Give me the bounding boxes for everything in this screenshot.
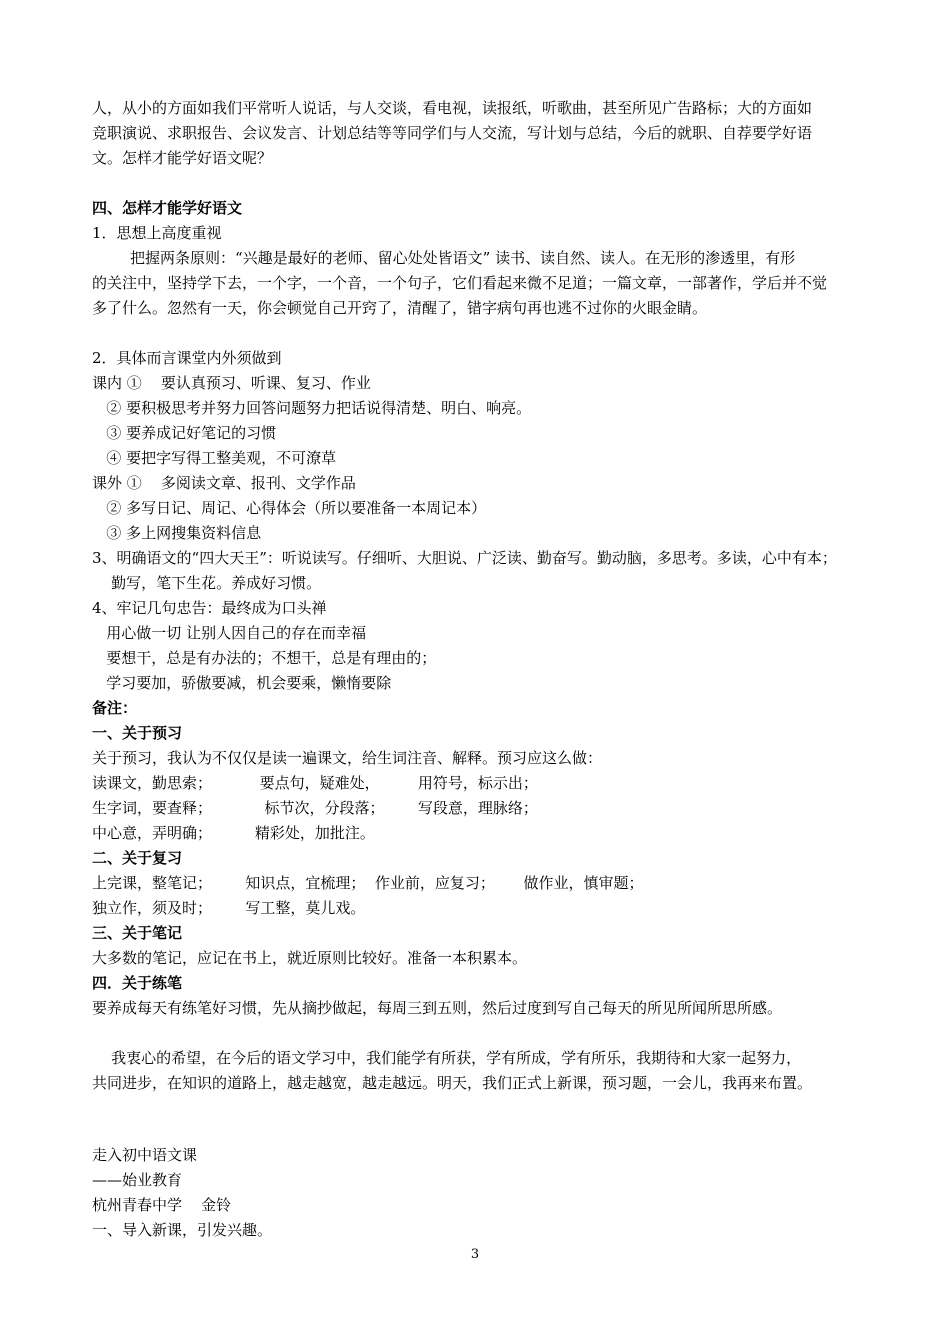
note-3-heading: 三、关于笔记 bbox=[92, 924, 183, 942]
note-1-line-2: 读课文，勤思索； 要点句，疑难处， 用符号，标示出； bbox=[92, 774, 538, 792]
intro-line-2: 竞职演说、求职报告、会议发言、计划总结等等同学们与人交流，写计划与总结，今后的就职、自荐要学好语 bbox=[92, 124, 813, 142]
point-2-line-1: 课内 ① 要认真预习、听课、复习、作业 bbox=[92, 374, 371, 392]
intro-line-3: 文。怎样才能学好语文呢？ bbox=[92, 149, 273, 167]
note-3-line-1: 大多数的笔记，应记在书上，就近原则比较好。准备一本积累本。 bbox=[92, 949, 528, 967]
notes-heading: 备注： bbox=[92, 699, 138, 717]
point-1-title: 1．思想上高度重视 bbox=[92, 224, 222, 242]
note-4-heading: 四．关于练笔 bbox=[92, 974, 183, 992]
note-2-heading: 二、关于复习 bbox=[92, 849, 183, 867]
point-3-line-1: 3、明确语文的“四大天王”：听说读写。仔细听、大胆说、广泛读、勤奋写。勤动脑，多思考。多读，心中有本； bbox=[92, 549, 837, 567]
note-2-line-1: 上完课，整笔记； 知识点，宜梳理； 作业前，应复习； 做作业，慎审题； bbox=[92, 874, 644, 892]
next-lesson-title: 走入初中语文课 bbox=[92, 1146, 198, 1164]
point-2-line-4: ④ 要把字写得工整美观，不可潦草 bbox=[92, 449, 337, 467]
point-3-line-2: 勤写，笔下生花。养成好习惯。 bbox=[92, 574, 322, 592]
point-2-line-6: ② 多写日记、周记、心得体会（所以要准备一本周记本） bbox=[92, 499, 487, 517]
point-1-line-1: 把握两条原则：“兴趣是最好的老师、留心处处皆语文” 读书、读自然、读人。在无形的渗透里，有形 bbox=[130, 249, 796, 267]
note-2-line-2: 独立作，须及时； 写工整，莫儿戏。 bbox=[92, 899, 366, 917]
point-1-line-2: 的关注中，坚持学下去，一个字，一个音，一个句子，它们看起来微不足道；一篇文章，一部著作，学后并不觉 bbox=[92, 274, 828, 292]
note-1-line-1: 关于预习，我认为不仅仅是读一遍课文，给生词注音、解释。预习应这么做： bbox=[92, 749, 603, 767]
point-2-line-7: ③ 多上网搜集资料信息 bbox=[92, 524, 262, 542]
section-4-heading: 四、怎样才能学好语文 bbox=[92, 199, 243, 217]
point-2-line-2: ② 要积极思考并努力回答问题努力把话说得清楚、明白、响亮。 bbox=[92, 399, 532, 417]
point-1-line-3: 多了什么。忽然有一天，你会顿觉自己开窍了，清醒了，错字病句再也逃不过你的火眼金睛。 bbox=[92, 299, 708, 317]
note-1-heading: 一、关于预习 bbox=[92, 724, 183, 742]
point-4-line-3: 要想干，总是有办法的；不想干，总是有理由的； bbox=[92, 649, 437, 667]
note-1-line-4: 中心意，弄明确； 精彩处，加批注。 bbox=[92, 824, 375, 842]
point-4-line-2: 用心做一切 让别人因自己的存在而幸福 bbox=[92, 624, 367, 642]
closing-line-1: 我衷心的希望，在今后的语文学习中，我们能学有所获，学有所成，学有所乐，我期待和大家一起努力， bbox=[92, 1049, 802, 1067]
closing-line-2: 共同进步，在知识的道路上，越走越宽，越走越远。明天，我们正式上新课，预习题，一会儿，我再来布置。 bbox=[92, 1074, 813, 1092]
note-1-line-3: 生字词，要查释； 标节次，分段落； 写段意，理脉络； bbox=[92, 799, 538, 817]
point-2-line-5: 课外 ① 多阅读文章、报刊、文学作品 bbox=[92, 474, 356, 492]
point-4-line-4: 学习要加，骄傲要减，机会要乘，懒惰要除 bbox=[92, 674, 392, 692]
page-number: 3 bbox=[470, 1247, 480, 1262]
next-lesson-subtitle: ——始业教育 bbox=[92, 1171, 183, 1189]
point-4-line-1: 4、牢记几句忠告：最终成为口头禅 bbox=[92, 599, 327, 617]
point-2-title: 2．具体而言课堂内外须做到 bbox=[92, 349, 282, 367]
next-lesson-author: 杭州青春中学 金铃 bbox=[92, 1196, 232, 1214]
note-4-line-1: 要养成每天有练笔好习惯，先从摘抄做起，每周三到五则，然后过度到写自己每天的所见所闻所思所感。 bbox=[92, 999, 783, 1017]
intro-line-1: 人，从小的方面如我们平常听人说话，与人交谈，看电视，读报纸，听歌曲，甚至所见广告路标；大的方面如 bbox=[92, 99, 813, 117]
point-2-line-3: ③ 要养成记好笔记的习惯 bbox=[92, 424, 277, 442]
next-lesson-first-section: 一、导入新课，引发兴趣。 bbox=[92, 1221, 273, 1239]
